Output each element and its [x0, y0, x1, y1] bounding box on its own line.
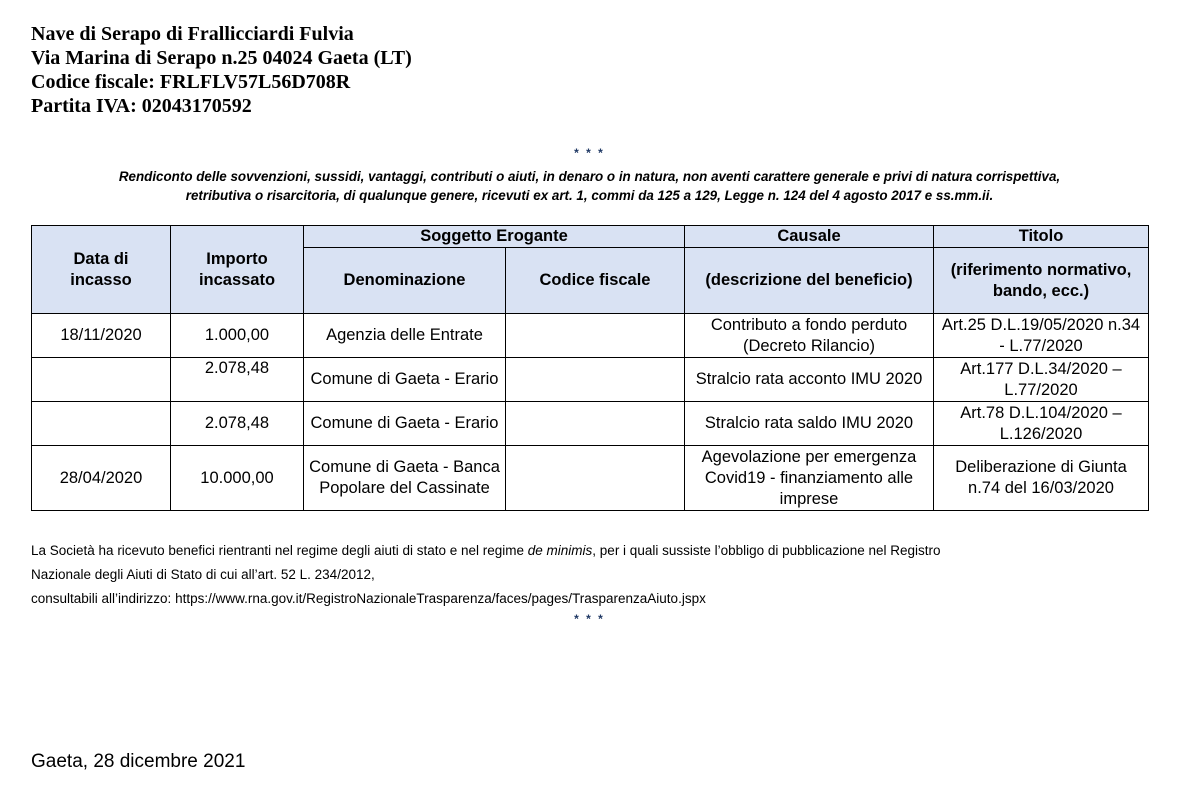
header-cause-sub: (descrizione del beneficio) — [685, 248, 934, 314]
header-date: Data di incasso — [32, 226, 171, 314]
cell-cause: Contributo a fondo perduto (Decreto Rilancio) — [685, 314, 934, 358]
note-line-1 — [31, 539, 941, 563]
header-tax-code: Codice fiscale — [506, 248, 685, 314]
cell-amount: 2.078,48 — [171, 402, 304, 446]
cell-amount: 2.078,48 — [171, 358, 304, 402]
cell-tax-code — [506, 314, 685, 358]
cell-tax-code — [506, 402, 685, 446]
separator-bottom: * * * — [574, 612, 605, 626]
intro-line-1: Rendiconto delle sovvenzioni, sussidi, vantaggi, contributi o aiuti, in denaro o in natura, non aventi carattere generale e privi di natura corrispettiva, — [118, 169, 1061, 184]
cell-tax-code — [506, 446, 685, 511]
cell-date — [32, 402, 171, 446]
place-date: Gaeta, 28 dicembre 2021 — [31, 751, 246, 772]
company-name: Nave di Serapo di Frallicciardi Fulvia — [31, 23, 354, 45]
header-cause: Causale — [685, 226, 934, 248]
separator-top: * * * — [574, 146, 605, 160]
cell-tax-code — [506, 358, 685, 402]
header-title-sub: (riferimento normativo, bando, ecc.) — [934, 248, 1149, 314]
intro-text — [31, 167, 1148, 205]
note-line-1-em: de minimis — [527, 543, 593, 558]
cell-date: 28/04/2020 — [32, 446, 171, 511]
header-name: Denominazione — [304, 248, 506, 314]
cell-cause: Agevolazione per emergenza Covid19 - finanziamento alle imprese — [685, 446, 934, 511]
cell-name: Comune di Gaeta - Erario — [304, 358, 506, 402]
note-line-1-b: , per i quali sussiste l’obbligo di pubblicazione nel Registro — [592, 543, 941, 558]
intro-line-2: retributiva o risarcitoria, di qualunque genere, ricevuti ex art. 1, commi da 125 a 129, Legge n. 124 del 4 agosto 2017 e ss.mm.ii. — [185, 188, 994, 203]
cell-title: Art.177 D.L.34/2020 – L.77/2020 — [934, 358, 1149, 402]
note-line-3: consultabili all’indirizzo: https://www.rna.gov.it/RegistroNazionaleTrasparenza/faces/pages/TrasparenzaAiuto.jspx — [31, 591, 706, 606]
table-row — [32, 446, 1149, 511]
table-row — [32, 358, 1149, 402]
table-row — [32, 402, 1149, 446]
header-amount: Importo incassato — [171, 226, 304, 314]
cell-amount: 10.000,00 — [171, 446, 304, 511]
table-row — [32, 314, 1149, 358]
note-line-1-a: La Società ha ricevuto benefici rientranti nel regime degli aiuti di stato e nel regime — [31, 543, 528, 558]
company-header — [31, 22, 412, 118]
cell-name: Comune di Gaeta - Erario — [304, 402, 506, 446]
cell-cause: Stralcio rata acconto IMU 2020 — [685, 358, 934, 402]
cell-cause: Stralcio rata saldo IMU 2020 — [685, 402, 934, 446]
cell-title: Art.25 D.L.19/05/2020 n.34 - L.77/2020 — [934, 314, 1149, 358]
cell-name: Agenzia delle Entrate — [304, 314, 506, 358]
note-line-2: Nazionale degli Aiuti di Stato di cui all’art. 52 L. 234/2012, — [31, 567, 375, 582]
cell-amount: 1.000,00 — [171, 314, 304, 358]
company-vat: Partita IVA: 02043170592 — [31, 95, 252, 117]
cell-title: Deliberazione di Giunta n.74 del 16/03/2020 — [934, 446, 1149, 511]
cell-date — [32, 358, 171, 402]
company-address: Via Marina di Serapo n.25 04024 Gaeta (LT) — [31, 47, 412, 69]
cell-title: Art.78 D.L.104/2020 – L.126/2020 — [934, 402, 1149, 446]
cell-name: Comune di Gaeta - Banca Popolare del Cassinate — [304, 446, 506, 511]
benefits-table — [31, 225, 1149, 511]
cell-date: 18/11/2020 — [32, 314, 171, 358]
state-aid-note — [31, 539, 941, 611]
header-subject: Soggetto Erogante — [304, 226, 685, 248]
company-tax-code: Codice fiscale: FRLFLV57L56D708R — [31, 71, 351, 93]
header-title: Titolo — [934, 226, 1149, 248]
